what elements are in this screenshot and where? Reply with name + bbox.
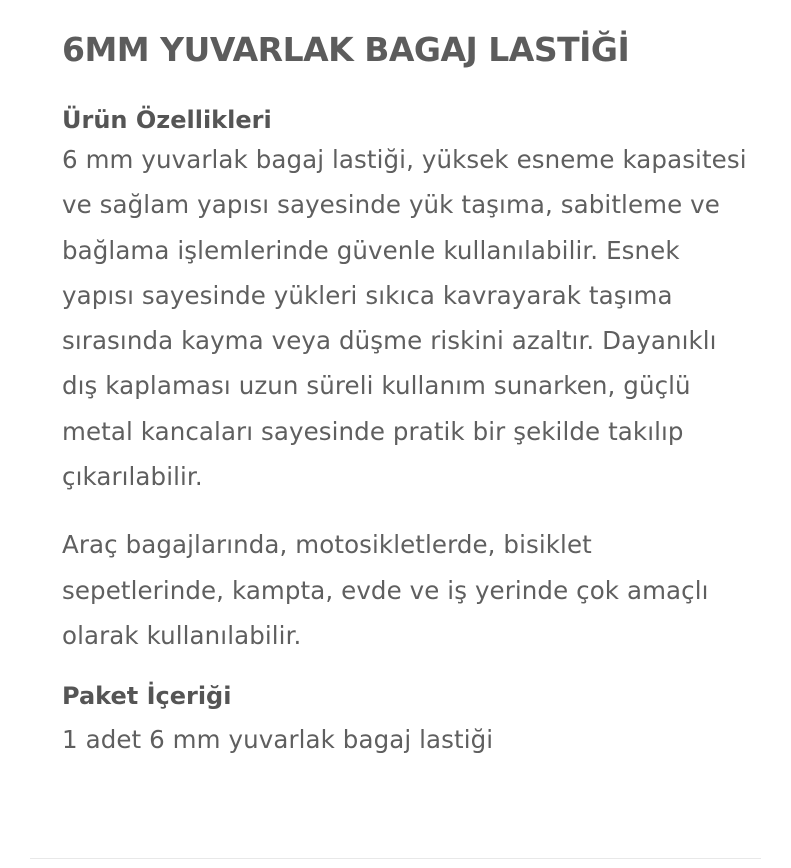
- features-heading: Ürün Özellikleri: [62, 106, 272, 134]
- package-contents-text: 1 adet 6 mm yuvarlak bagaj lastiği: [62, 725, 494, 755]
- package-contents-heading: Paket İçeriği: [62, 682, 232, 711]
- features-paragraph-2: Araç bagajlarında, motosikletlerde, bisiklet sepetlerinde, kampta, evde ve iş yerinde çok amaçlı olarak kullanılabilir.: [62, 530, 709, 650]
- product-description: [62, 28, 752, 763]
- section-divider: [30, 858, 761, 859]
- product-title: 6MM YUVARLAK BAGAJ LASTİĞİ: [62, 30, 630, 69]
- features-paragraph-1: 6 mm yuvarlak bagaj lastiği, yüksek esneme kapasitesi ve sağlam yapısı sayesinde yük taşıma, sabitleme ve bağlama işlemlerinde güvenle kullanılabilir. Esnek yapısı sayesinde yükleri sıkıca kavrayarak taşıma sırasında kayma veya düşme riskini azaltır. Dayanıklı dış kaplaması uzun süreli kullanım sunarken, güçlü metal kancaları sayesinde pratik bir şekilde takılıp çıkarılabilir.: [62, 145, 747, 492]
